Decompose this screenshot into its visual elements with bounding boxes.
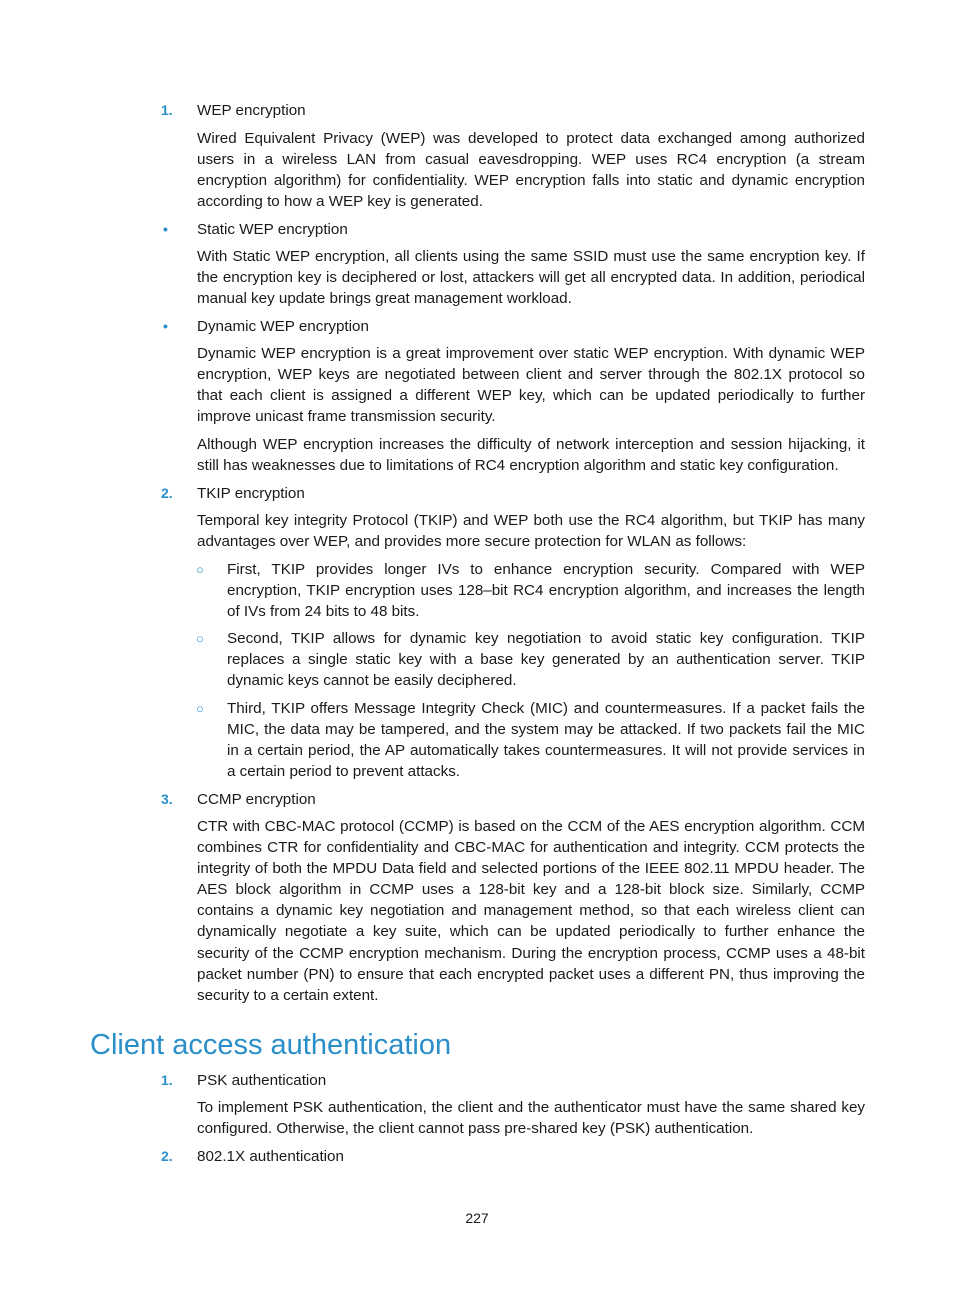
list-marker: 3. [161,791,173,807]
body-paragraph: Temporal key integrity Protocol (TKIP) and WEP both use the RC4 algorithm, but TKIP has many advantages over WEP, and provides more secure protection for WLAN as follows: [197,512,865,551]
list-marker: 2. [161,485,173,501]
body-paragraph: CTR with CBC-MAC protocol (CCMP) is based on the CCM of the AES encryption algorithm. CCM combines CTR for confidentiality and CBC-MAC for authentication and integrity. CCM protects the integrity of both the MPDU Data field and selected portions of the IEEE 802.11 MPDU header. The AES block algorithm in CCMP uses a 128-bit key and a 128-bit block size. Similarly, CCMP contains a dynamic key negotiation and management method, so that each wireless client can dynamically negotiate a key suite, which can be updated periodically to further enhance the security of the CCMP encryption mechanism. During the encryption process, CCMP uses a 48-bit packet number (PN) to ensure that each encrypted packet uses a different PN, thus improving the security to a certain extent. [197,818,865,1004]
list-item-title: TKIP encryption [197,485,305,502]
circle-bullet-icon: ○ [196,562,204,577]
list-item-title: PSK authentication [197,1072,327,1089]
list-item-title: Static WEP encryption [197,221,348,238]
circle-bullet-icon: ○ [196,701,204,716]
list-item-title: Dynamic WEP encryption [197,318,369,335]
body-paragraph: Dynamic WEP encryption is a great improvement over static WEP encryption. With dynamic WEP encryption, WEP keys are negotiated between client and server through the 802.1X protocol so that each client is assigned a different WEP key, which can be updated periodically to further improve unicast frame transmission security. [197,345,865,426]
bullet-icon: • [163,221,168,237]
body-paragraph: With Static WEP encryption, all clients using the same SSID must use the same encryption key. If the encryption key is deciphered or lost, attackers will get all encrypted data. In addition, periodical manual key update brings great management workload. [197,248,865,308]
list-item-title: CCMP encryption [197,791,316,808]
body-paragraph: To implement PSK authentication, the client and the authenticator must have the same shared key configured. Otherwise, the client cannot pass pre-shared key (PSK) authentication. [197,1099,865,1138]
list-item-title: 802.1X authentication [197,1148,344,1165]
page-number: 227 [465,1210,489,1226]
sub-list-item: Second, TKIP allows for dynamic key negotiation to avoid static key configuration. TKIP replaces a single static key with a base key generated by an authentication server. TKIP dynamic keys cannot be easily deciphered. [227,630,865,690]
bullet-icon: • [163,318,168,334]
sub-list-item: Third, TKIP offers Message Integrity Check (MIC) and countermeasures. If a packet fails the MIC, the data may be tampered, and the system may be attacked. If two packets fail the MIC in a certain period, the AP automatically takes countermeasures. It will not provide services in a certain period to prevent attacks. [227,700,865,781]
section-heading: Client access authentication [90,1029,452,1061]
list-item-title: WEP encryption [197,102,306,119]
circle-bullet-icon: ○ [196,631,204,646]
sub-list-item: First, TKIP provides longer IVs to enhance encryption security. Compared with WEP encryption, TKIP encryption uses 128–bit RC4 encryption algorithm, and increases the length of IVs from 24 bits to 48 bits. [227,561,865,621]
body-paragraph: Wired Equivalent Privacy (WEP) was developed to protect data exchanged among authorized users in a wireless LAN from casual eavesdropping. WEP uses RC4 encryption (a stream encryption algorithm) for confidentiality. WEP encryption falls into static and dynamic encryption according to how a WEP key is generated. [197,130,865,211]
list-marker: 1. [161,102,173,118]
body-paragraph: Although WEP encryption increases the difficulty of network interception and session hijacking, it still has weaknesses due to limitations of RC4 encryption algorithm and static key configuration. [197,436,865,475]
list-marker: 2. [161,1148,173,1164]
list-marker: 1. [161,1072,173,1088]
